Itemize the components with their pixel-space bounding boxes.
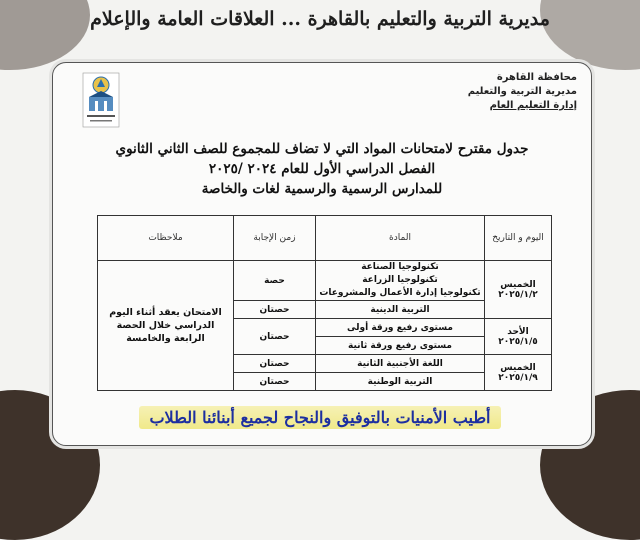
subject-cell [316, 261, 485, 301]
subject-label: تكنولوجيا الزراعة [362, 275, 438, 285]
header-notes: ملاحظات [98, 216, 234, 261]
time-cell: حصتان [234, 355, 316, 373]
day-label: الخميس [500, 279, 536, 290]
time-cell: حصتان [234, 301, 316, 319]
subject-cell: مستوى رفيع ورقة ثانية [316, 337, 485, 355]
date-label: ٢٠٢٥/١/٩ [498, 372, 538, 383]
title-line-1: جدول مقترح لامتحانات المواد التي لا تضاف للمجموع للصف الثاني الثانوي [115, 141, 529, 157]
document-card [52, 62, 592, 446]
directorate-line: مديرية التربية والتعليم [467, 86, 577, 97]
subject-label: تكنولوجيا إدارة الأعمال والمشروعات [319, 288, 481, 298]
page-banner: مديرية التربية والتعليم بالقاهرة ... العلاقات العامة والإعلام [90, 8, 550, 30]
subject-label: تكنولوجيا الصناعة [361, 262, 439, 272]
subject-cell: التربية الدينية [316, 301, 485, 319]
document-title [75, 139, 569, 199]
time-cell: حصتان [234, 373, 316, 391]
table-header-row [98, 216, 552, 261]
day-date-cell [485, 355, 552, 391]
subject-cell: التربية الوطنية [316, 373, 485, 391]
date-label: ٢٠٢٥/١/٥ [498, 336, 538, 347]
ministry-logo-icon [81, 71, 121, 129]
header-subject: المادة [316, 216, 485, 261]
header-time: زمن الإجابة [234, 216, 316, 261]
subject-cell: مستوى رفيع ورقة أولى [316, 319, 485, 337]
date-label: ٢٠٢٥/١/٢ [498, 289, 538, 300]
footer-text: أطيب الأمنيات بالتوفيق والنجاح لجميع أبنائنا الطلاب [139, 406, 500, 429]
header-day-date: اليوم و التاريخ [485, 216, 552, 261]
notes-cell: الامتحان يعقد أثناء اليوم الدراسي خلال الحصة الرابعة والخامسة [98, 261, 234, 391]
day-date-cell [485, 319, 552, 355]
table-row [98, 261, 552, 301]
footer-wishes [0, 406, 640, 429]
day-label: الخميس [500, 362, 536, 373]
day-label: الأحد [507, 326, 529, 337]
day-date-cell [485, 261, 552, 319]
department-line: إدارة التعليم العام [489, 100, 577, 111]
subject-cell: اللغة الأجنبية الثانية [316, 355, 485, 373]
exam-schedule-table [97, 215, 552, 391]
time-cell: حصة [234, 261, 316, 301]
governorate-line: محافظة القاهرة [496, 72, 577, 83]
title-line-3: للمدارس الرسمية والرسمية لغات والخاصة [201, 181, 443, 197]
time-cell: حصتان [234, 319, 316, 355]
title-line-2: الفصل الدراسي الأول للعام ٢٠٢٤ /٢٠٢٥ [208, 161, 436, 177]
issuer-header [468, 71, 577, 113]
